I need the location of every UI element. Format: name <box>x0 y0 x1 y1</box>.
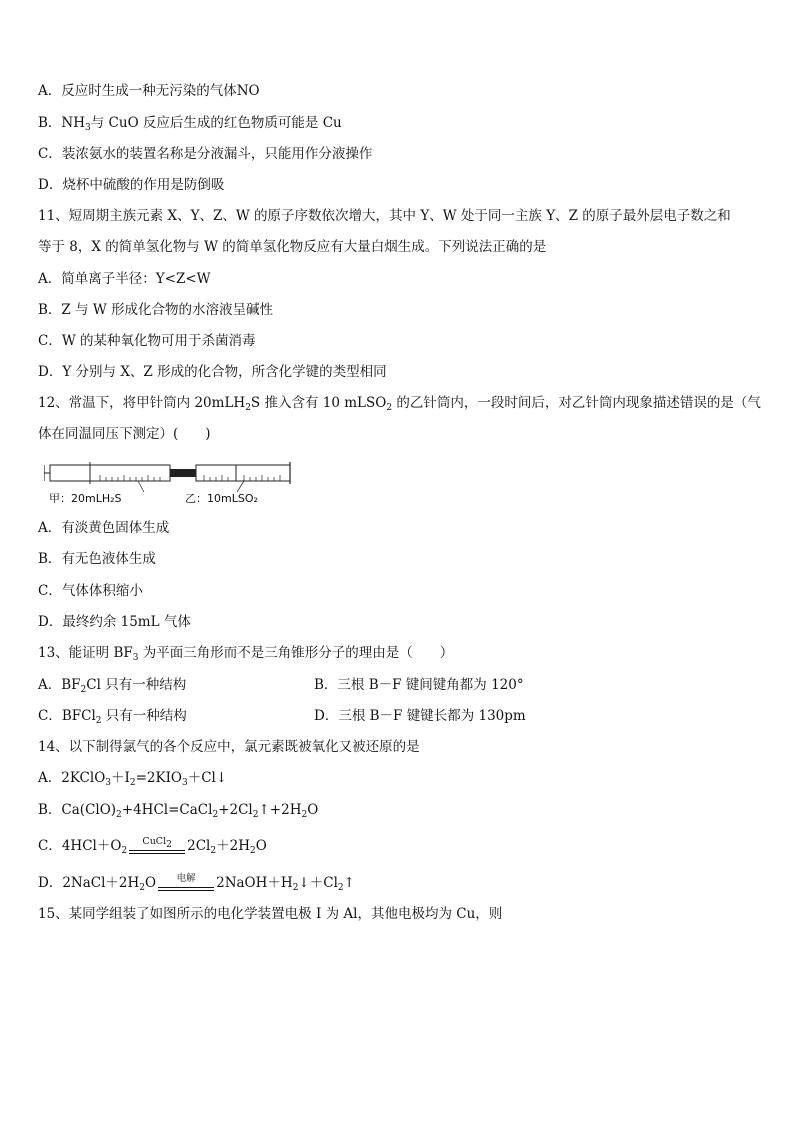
q14-c-t1: C．4HCl＋O <box>38 838 122 854</box>
q10-option-c: C．装浓氨水的装置名称是分液漏斗，只能用作分液操作 <box>38 146 373 162</box>
q14-d-s4: 2 <box>337 883 344 893</box>
q12-option-c: C．气体体积缩小 <box>38 583 143 599</box>
equals-bar-bottom <box>129 853 185 854</box>
q12-stem-text-3: 的乙针筒内，一段时间后，对乙针筒内现象描述错误的是（气 <box>392 395 761 411</box>
q14-a-s3: 3 <box>181 778 188 788</box>
q10-option-a: A．反应时生成一种无污染的气体NO <box>38 83 260 99</box>
q14-b-s1: 2 <box>116 810 122 820</box>
q14-option-a <box>38 769 227 787</box>
q14-b-t2: +4HCl=CaCl <box>121 802 213 818</box>
syringe-jia-barrel <box>50 465 170 481</box>
equals-bar-bottom <box>158 890 214 891</box>
q14-c-s3: 2 <box>250 846 256 856</box>
syringe-connector <box>170 469 196 477</box>
q13-c-sub: 2 <box>95 716 102 726</box>
q13-stem <box>38 644 453 662</box>
q14-a-s1: 3 <box>105 778 112 788</box>
q11-option-a: A．简单离子半径：Y<Z<W <box>38 271 211 287</box>
q14-d-t5: ↑ <box>343 875 355 891</box>
q14-d-reaction-condition <box>158 872 214 892</box>
q13-option-c <box>38 707 187 725</box>
q14-a-t4: ＋Cl↓ <box>187 770 228 786</box>
q14-b-s2: 2 <box>212 810 219 820</box>
equals-bar-top <box>158 887 214 888</box>
q14-a-t3: =2KIO <box>135 770 182 786</box>
q11-option-c: C．W 的某种氧化物可用于杀菌消毒 <box>38 333 256 349</box>
q14-d-t2: O <box>145 875 157 891</box>
syringe-jia-scale <box>100 475 160 481</box>
q11-stem-line1: 11、短周期主族元素 X、Y、Z、W 的原子序数依次增大，其中 Y、W 处于同一主族 Y、Z 的原子最外层电子数之和 <box>38 208 731 224</box>
q12-stem-text-2: S 推入含有 10 mLSO <box>250 395 387 411</box>
syringe-yi-scale <box>204 475 280 481</box>
q13-c-text-1: C．BFCl <box>38 708 96 724</box>
q14-c-s2: 2 <box>210 846 217 856</box>
q10-option-b <box>38 114 342 132</box>
q14-c-cond-s: 2 <box>166 839 172 850</box>
q14-b-s4: 2 <box>301 810 308 820</box>
q12-stem-line2: 体在同温同压下测定）( ) <box>38 426 211 442</box>
syringe-jia-label: 甲：20mLH₂S <box>49 492 122 505</box>
q14-b-t4: ↑+2H <box>258 802 302 818</box>
q14-c-cond-t: CuCl <box>142 835 167 847</box>
q14-option-c <box>38 837 267 855</box>
q14-b-t5: O <box>307 802 319 818</box>
q12-option-a: A．有淡黄色固体生成 <box>38 520 170 536</box>
q11-option-d: D．Y 分别与 X、Z 形成的化合物，所含化学键的类型相同 <box>38 364 387 380</box>
q14-a-s2: 2 <box>129 778 136 788</box>
q13-option-b: B．三根 B－F 键间键角都为 120° <box>314 677 524 693</box>
q12-stem-text-1: 12、常温下，将甲针筒内 20mLH <box>38 395 246 411</box>
q13-option-d: D．三根 B－F 键键长都为 130pm <box>314 708 526 724</box>
q12-stem-sub-2: 2 <box>386 403 393 413</box>
q14-b-t3: +2Cl <box>218 802 253 818</box>
equals-bar-top <box>129 850 185 851</box>
q10-b-text-2: 与 CuO 反应后生成的红色物质可能是 Cu <box>90 115 342 131</box>
q13-c-text-2: 只有一种结构 <box>101 708 187 724</box>
q14-d-t3: 2NaOH＋H <box>216 875 293 891</box>
q14-c-s1: 2 <box>121 846 128 856</box>
q14-d-s1: 2 <box>139 883 146 893</box>
q15-stem: 15、某同学组装了如图所示的电化学装置电极 I 为 Al，其他电极均为 Cu，则 <box>38 906 503 922</box>
q12-option-b: B．有无色液体生成 <box>38 551 156 567</box>
q14-option-d <box>38 874 355 892</box>
q13-stem-text-2: 为平面三角形而不是三角锥形分子的理由是（ ） <box>138 645 454 661</box>
q14-d-s3: 2 <box>292 883 299 893</box>
q12-stem-sub-1: 2 <box>245 403 251 413</box>
q14-b-s3: 2 <box>252 810 259 820</box>
q11-option-b: B．Z 与 W 形成化合物的水溶液呈碱性 <box>38 302 274 318</box>
q10-option-d: D．烧杯中硫酸的作用是防倒吸 <box>38 177 225 193</box>
syringe-diagram <box>44 458 294 492</box>
q13-a-sub: 2 <box>80 685 87 695</box>
syringe-yi-label: 乙：10mLSO₂ <box>185 492 258 505</box>
q11-stem-line2: 等于 8，X 的简单氢化物与 W 的简单氢化物反应有大量白烟生成。下列说法正确的是 <box>38 239 547 255</box>
q13-stem-text-1: 13、能证明 BF <box>38 645 133 661</box>
q14-c-condition-label <box>129 833 185 851</box>
q14-a-t1: A．2KClO <box>38 770 106 786</box>
q12-option-d: D．最终约余 15mL 气体 <box>38 614 191 630</box>
q13-option-a <box>38 676 186 694</box>
q13-a-text-2: Cl 只有一种结构 <box>86 677 187 693</box>
q13-a-text-1: A．BF <box>38 677 81 693</box>
q14-option-b <box>38 801 318 819</box>
q14-a-t2: ＋I <box>111 770 130 786</box>
q10-b-sub: 3 <box>85 123 91 133</box>
q14-b-t1: B．Ca(ClO) <box>38 802 117 818</box>
q14-d-t1: D．2NaCl＋2H <box>38 875 140 891</box>
q10-b-text-1: B．NH <box>38 115 86 131</box>
q14-c-t4: O <box>255 838 267 854</box>
q14-c-t2: 2Cl <box>187 838 211 854</box>
q14-stem: 14、以下制得氯气的各个反应中，氯元素既被氧化又被还原的是 <box>38 739 420 755</box>
q14-d-t4: ↓＋Cl <box>298 875 338 891</box>
q14-d-condition-label: 电解 <box>176 872 196 884</box>
q14-c-t3: ＋2H <box>216 838 250 854</box>
q14-c-reaction-condition <box>129 835 185 855</box>
q13-stem-sub: 3 <box>132 653 139 663</box>
q12-stem-line1 <box>38 394 761 412</box>
